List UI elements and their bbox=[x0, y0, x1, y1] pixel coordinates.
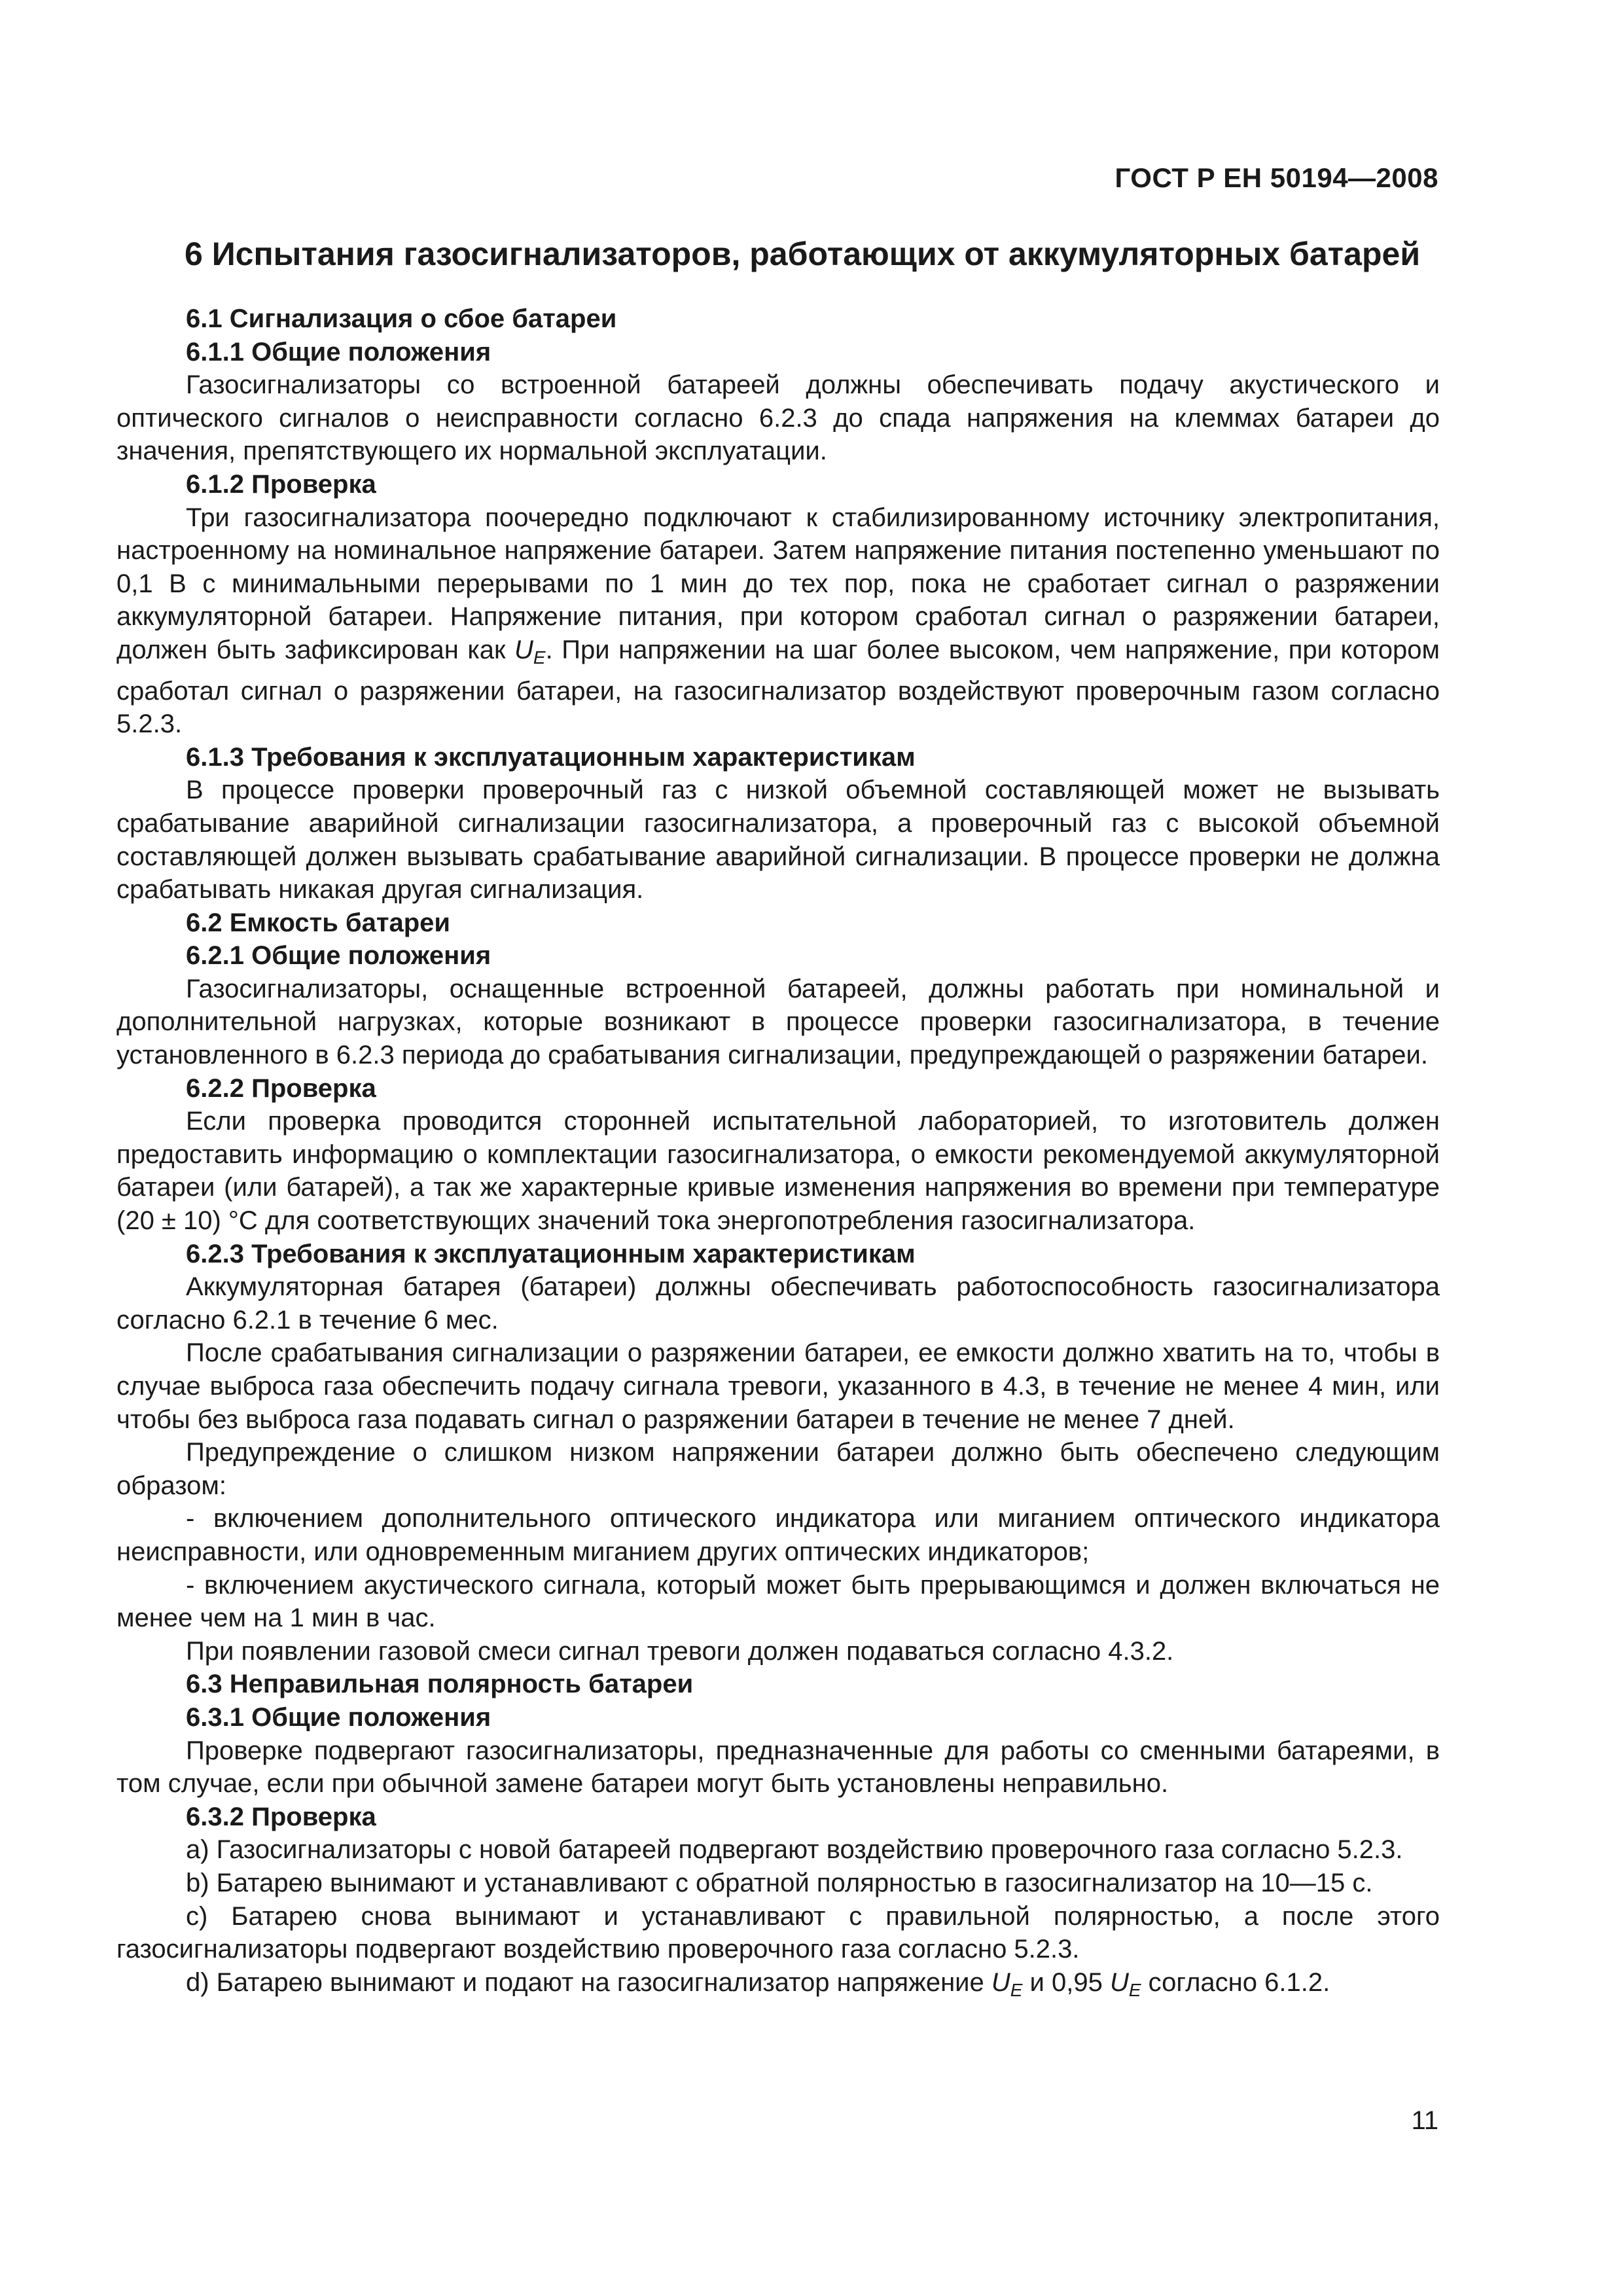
section-6-2-3-paragraph-1: Аккумуляторная батарея (батареи) должны обеспечивать работоспособность газосигнализатора согласно 6.2.1 в течение 6 мес. bbox=[116, 1272, 1440, 1335]
section-6-2-3-title: 6.2.3 Требования к эксплуатационным характеристикам bbox=[186, 1239, 916, 1268]
section-6-1-2-paragraph bbox=[116, 501, 1440, 741]
symbol-subscript-e: E bbox=[1010, 1979, 1023, 2000]
item-text: согласно 6.1.2. bbox=[1141, 1967, 1330, 1997]
section-6-2-2-paragraph: Если проверка проводится сторонней испытательной лабораторией, то изготовитель должен предоставить информацию о комплектации газосигнализатора, о емкости рекомендуемой аккумуляторной батареи (или батарей), а так же характерные кривые изменения напряжения во времени при температуре (20 ± 10) °С для соответствующих значений тока энергопотребления газосигнализатора. bbox=[116, 1107, 1440, 1236]
section-6-2-3-list-item-1: - включением дополнительного оптического индикатора или миганием оптического индикатора неисправности, или одновременным миганием других оптических индикаторов; bbox=[116, 1504, 1440, 1566]
symbol-subscript-e: E bbox=[533, 647, 546, 668]
item-text: и 0,95 bbox=[1022, 1967, 1110, 1997]
document-code: ГОСТ Р ЕН 50194—2008 bbox=[1115, 162, 1438, 193]
item-text: d) Батарею вынимают и подают на газосигнализатор напряжение bbox=[186, 1967, 991, 1997]
section-6-1-2-title: 6.1.2 Проверка bbox=[186, 469, 376, 499]
section-6-3-title: 6.3 Неправильная полярность батареи bbox=[186, 1670, 694, 1699]
section-6-3-2-item-a: a) Газосигнализаторы с новой батареей подвергают воздействию проверочного газа согласно 5.2.3. bbox=[186, 1835, 1403, 1865]
section-6-3-1-title: 6.3.1 Общие положения bbox=[186, 1702, 491, 1732]
symbol-subscript-e: E bbox=[1128, 1979, 1141, 2000]
paragraph-text: . При напряжении на шаг более высоком, чем напряжение, при котором сработал сигнал о разряжении батареи, на газосигнализатор воздействуют проверочным газом согласно 5.2.3. bbox=[116, 635, 1440, 739]
section-6-1-1-paragraph: Газосигнализаторы со встроенной батареей должны обеспечивать подачу акустического и оптического сигналов о неисправности согласно 6.2.3 до спада напряжения на клеммах батареи до значения, препятствующего их нормальной эксплуатации. bbox=[116, 370, 1440, 466]
section-6-3-2-item-d bbox=[116, 1966, 1440, 2007]
section-6-2-1-title: 6.2.1 Общие положения bbox=[186, 941, 491, 971]
page-number: 11 bbox=[1411, 2106, 1438, 2135]
paragraph-text: Три газосигнализатора поочередно подключают к стабилизированному источнику электропитания, настроенному на номинальное напряжение батареи. Затем напряжение питания постепенно уменьшают по 0,1 В с минимальными перерывами по 1 мин до тех пор, пока не сработает сигнал о разряжении аккумуляторной батареи. Напряжение питания, при котором сработал сигнал о разряжении батареи, должен быть зафиксирован как bbox=[116, 503, 1440, 664]
section-6-2-title: 6.2 Емкость батареи bbox=[186, 908, 450, 937]
symbol-u: U bbox=[514, 635, 533, 664]
symbol-u: U bbox=[991, 1967, 1010, 1997]
section-6-3-2-title: 6.3.2 Проверка bbox=[186, 1802, 376, 1831]
section-6-3-2-item-c: c) Батарею снова вынимают и устанавливают с правильной полярностью, а после этого газосигнализаторы подвергают воздействию проверочного газа согласно 5.2.3. bbox=[116, 1901, 1440, 1964]
chapter-title: 6 Испытания газосигнализаторов, работающих от аккумуляторных батарей bbox=[185, 236, 1421, 272]
section-6-2-1-paragraph: Газосигнализаторы, оснащенные встроенной батареей, должны работать при номинальной и дополнительной нагрузках, которые возникают в процессе проверки газосигнализатора, в течение установленного в 6.2.3 периода до срабатывания сигнализации, предупреждающей о разряжении батареи. bbox=[116, 974, 1440, 1070]
document-body bbox=[116, 302, 1440, 2007]
section-6-3-1-paragraph: Проверке подвергают газосигнализаторы, предназначенные для работы со сменными батареями, в том случае, если при обычной замене батареи могут быть установлены неправильно. bbox=[116, 1736, 1440, 1799]
symbol-u: U bbox=[1109, 1967, 1129, 1997]
section-6-2-3-paragraph-2: После срабатывания сигнализации о разряжении батареи, ее емкости должно хватить на то, чтобы в случае выброса газа обеспечить подачу сигнала тревоги, указанного в 4.3, в течение не менее 4 мин, или чтобы без выброса газа подавать сигнал о разряжении батареи в течение не менее 7 дней. bbox=[116, 1338, 1440, 1434]
section-6-2-3-paragraph-3: Предупреждение о слишком низком напряжении батареи должно быть обеспечено следующим образом: bbox=[116, 1438, 1440, 1500]
section-6-1-3-title: 6.1.3 Требования к эксплуатационным характеристикам bbox=[186, 742, 916, 772]
section-6-2-3-list-item-2: - включением акустического сигнала, который может быть прерывающимся и должен включаться не менее чем на 1 мин в час. bbox=[116, 1570, 1440, 1633]
section-6-1-3-paragraph: В процессе проверки проверочный газ с низкой объемной составляющей может не вызывать срабатывание аварийной сигнализации газосигнализатора, а проверочный газ с высокой объемной составляющей должен вызывать срабатывание аварийной сигнализации. В процессе проверки не должна срабатывать никакая другая сигнализация. bbox=[116, 776, 1440, 905]
section-6-1-1-title: 6.1.1 Общие положения bbox=[186, 337, 491, 367]
section-6-3-2-item-b: b) Батарею вынимают и устанавливают с обратной полярностью в газосигнализатор на 10—15 с. bbox=[186, 1868, 1373, 1897]
section-6-2-3-paragraph-4: При появлении газовой смеси сигнал тревоги должен подаваться согласно 4.3.2. bbox=[186, 1636, 1174, 1666]
section-6-2-2-title: 6.2.2 Проверка bbox=[186, 1073, 376, 1103]
section-6-1-title: 6.1 Сигнализация о сбое батареи bbox=[186, 304, 617, 333]
